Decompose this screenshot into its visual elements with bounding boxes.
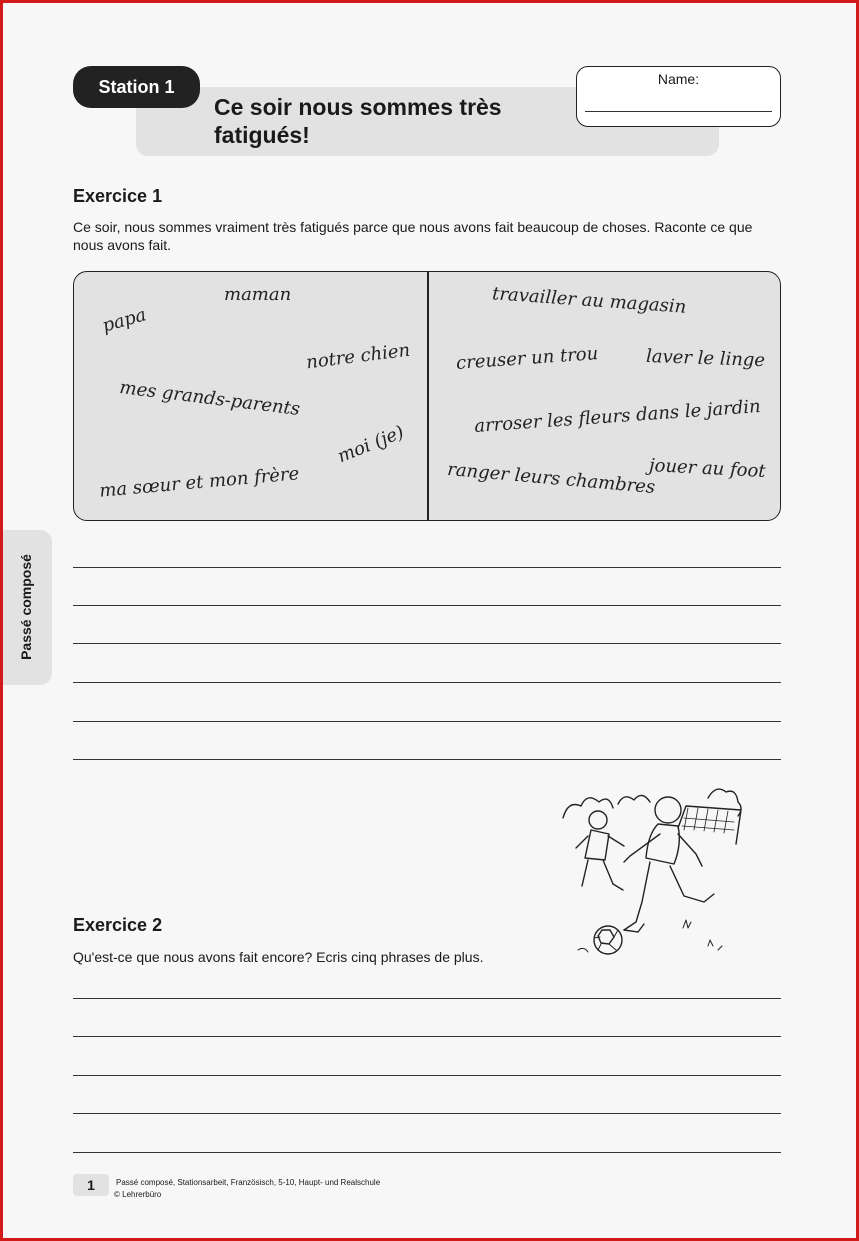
soccer-players-illustration [558,778,748,968]
answer-line[interactable] [73,721,781,722]
exercise1-heading: Exercice 1 [73,186,163,206]
word-activity: creuser un trou [455,343,599,374]
word-subject: notre chien [305,339,412,374]
answer-line[interactable] [73,1152,781,1153]
word-subject: papa [99,304,149,337]
answer-line[interactable] [73,643,781,644]
answer-line[interactable] [73,1075,781,1076]
word-activity: travailler au magasin [491,283,687,318]
exercise2-instructions: Qu'est-ce que nous avons fait encore? Ecris cinq phrases de plus. [73,949,484,965]
word-subject: maman [224,284,292,305]
footer-source: Passé composé, Stationsarbeit, Französisch, 5-10, Haupt- und Realschule [116,1178,381,1187]
word-box [73,271,781,521]
answer-line[interactable] [73,567,781,568]
word-activity: jouer au foot [648,454,767,483]
word-subject: mes grands-parents [118,377,302,420]
answer-line[interactable] [73,759,781,760]
word-activity: ranger leurs chambres [446,458,657,499]
word-subject: moi (je) [334,421,408,468]
word-box-divider [427,272,429,520]
footer-copyright: © Lehrerbüro [114,1190,162,1199]
word-activity: arroser les fleurs dans le jardin [473,396,762,437]
name-label: Name: [657,71,700,87]
word-activity: laver le linge [645,345,766,372]
exercise2-heading: Exercice 2 [73,915,163,935]
answer-line[interactable] [73,1036,781,1037]
answer-line[interactable] [73,682,781,683]
station-badge: Station 1 [73,66,200,108]
answer-line[interactable] [73,998,781,999]
name-write-line[interactable] [585,111,772,112]
page-title: Ce soir nous sommes très fatigués! [214,94,502,148]
side-tab-label: Passé composé [18,554,34,660]
answer-line[interactable] [73,605,781,606]
word-subject: ma sœur et mon frère [98,463,301,502]
name-field[interactable] [576,66,781,127]
exercise1-instructions: Ce soir, nous sommes vraiment très fatigués parce que nous avons fait beaucoup de choses. Raconte ce que nous avons fait. [73,219,753,253]
page-number: 1 [73,1174,109,1196]
worksheet-page [3,3,856,1238]
answer-line[interactable] [73,1113,781,1114]
